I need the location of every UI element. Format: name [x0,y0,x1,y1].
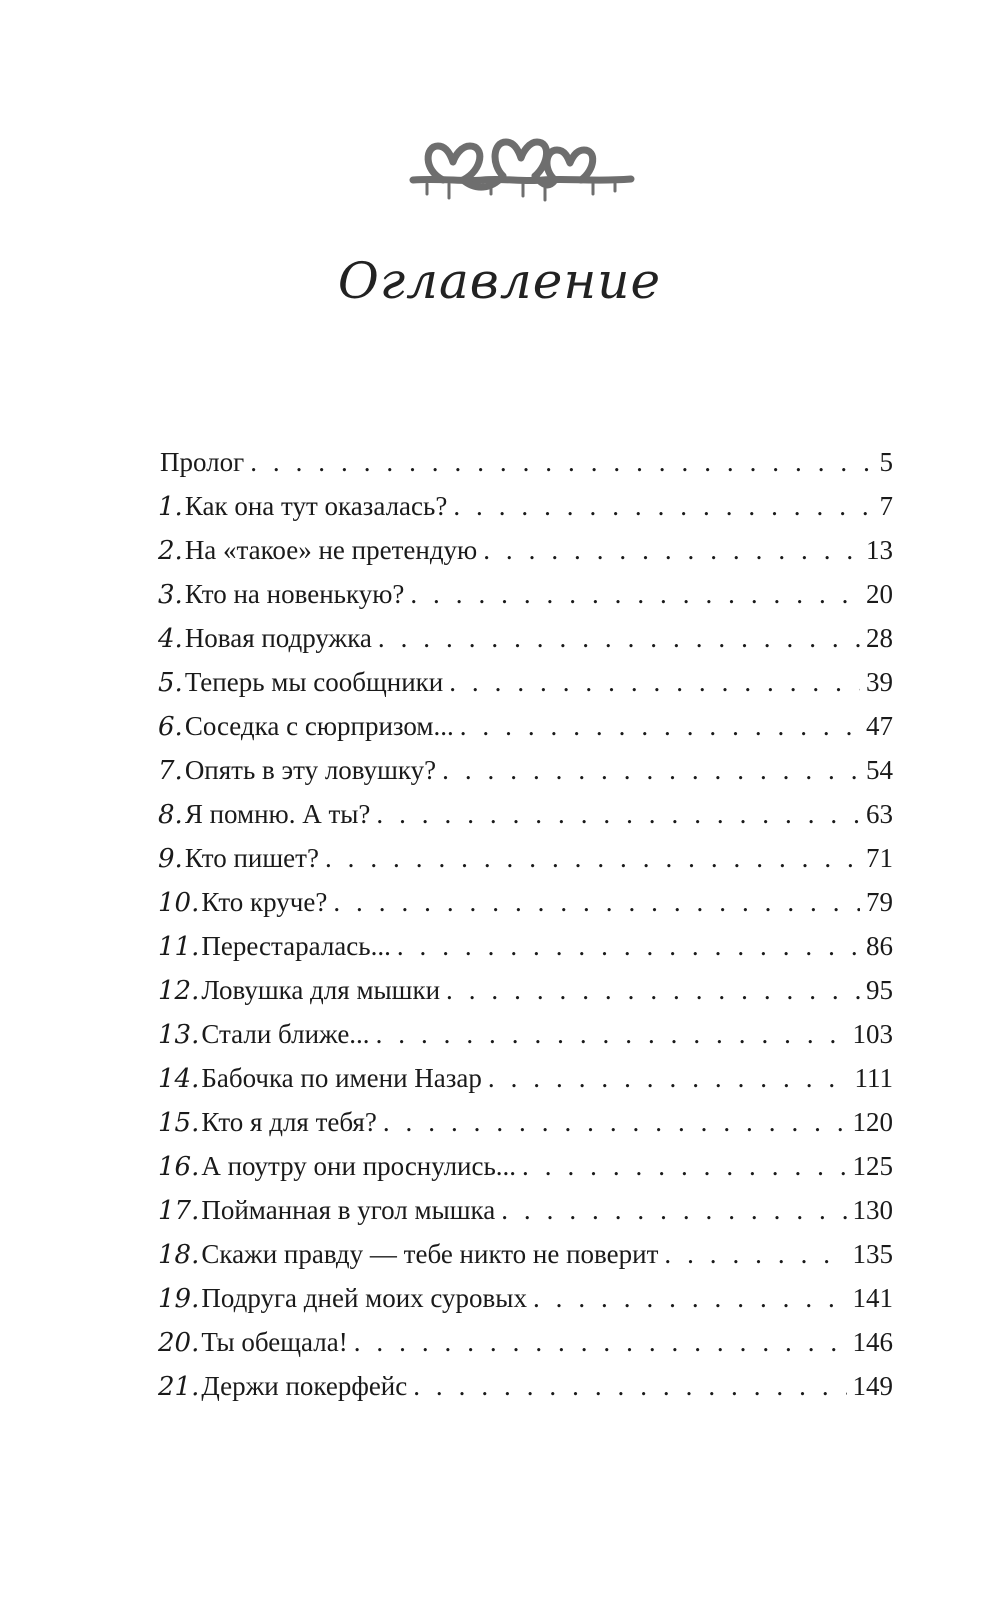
chapter-title: Кто круче? [201,887,328,917]
chapter-number: 20. [158,1328,200,1358]
page-number: 141 [852,1283,893,1313]
chapter-number: 14. [158,1064,200,1094]
chapter-title: Кто я для тебя? [201,1107,377,1137]
chapter-number: 18. [158,1240,200,1270]
dot-leader [446,975,860,1006]
page-number: 63 [866,799,893,829]
dot-leader [410,579,860,610]
dot-leader [449,667,860,698]
chapter-number: 12. [158,976,200,1006]
page-number: 146 [852,1327,893,1357]
chapter-title: Подруга дней моих суровых [201,1283,527,1313]
chapter-number: 10. [158,888,200,918]
page-number: 103 [852,1019,893,1049]
toc-entry[interactable] [158,623,893,667]
page-number: 130 [852,1195,893,1225]
page-number: 7 [879,491,893,521]
chapter-title: Как она тут оказалась? [184,491,448,521]
toc-entry[interactable] [158,887,893,931]
dot-leader [354,1327,847,1358]
chapter-number: 7. [158,756,183,786]
dot-leader [378,623,860,654]
dot-leader [460,711,860,742]
page-number: 20 [866,579,893,609]
chapter-number: 8. [158,800,183,830]
chapter-title: Пойманная в угол мышка [201,1195,496,1225]
chapter-title: Кто на новенькую? [184,579,405,609]
dot-leader [533,1283,847,1314]
toc-entry[interactable] [158,711,893,755]
page-title: Оглавление [337,252,662,310]
toc-entry[interactable] [158,447,893,491]
chapter-number: 5. [158,668,183,698]
chapter-number: 9. [158,844,183,874]
toc-entry[interactable] [158,931,893,975]
dot-leader [501,1195,846,1226]
page-number: 149 [852,1371,893,1401]
dot-leader [453,491,873,522]
chapter-number: 16. [158,1152,200,1182]
toc-entry[interactable] [158,1063,893,1107]
toc-entry[interactable] [158,1195,893,1239]
chapter-title: Держи покерфейс [201,1371,408,1401]
chapter-number: 1. [158,492,183,522]
chapter-title: Скажи правду — тебе никто не поверит [201,1239,659,1269]
toc-entry[interactable] [158,579,893,623]
chapter-title: Бабочка по имени Назар [201,1063,482,1093]
toc-entry[interactable] [158,1151,893,1195]
page-number: 39 [866,667,893,697]
toc-entry[interactable] [158,975,893,1019]
chapter-number: 21. [158,1372,200,1402]
page-number: 86 [866,931,893,961]
chapter-number: 4. [158,624,183,654]
chapter-title: Ты обещала! [201,1327,348,1357]
dot-leader [442,755,860,786]
dot-leader [383,1107,847,1138]
chapter-number: 6. [158,712,183,742]
page-number: 135 [852,1239,893,1269]
chapter-number: 11. [158,932,200,962]
chapter-title: Соседка с сюрпризом... [184,711,454,741]
chapter-title: Пролог [160,447,245,477]
page-number: 71 [866,843,893,873]
chapter-number: 17. [158,1196,200,1226]
chapter-title: Кто пишет? [184,843,319,873]
dot-leader [376,1019,847,1050]
chapter-title: А поутру они проснулись... [201,1151,517,1181]
page-number: 13 [866,535,893,565]
dot-leader [376,799,860,830]
page-number: 79 [866,887,893,917]
hearts-swirl-ornament-icon [403,128,639,208]
toc-entry[interactable] [158,799,893,843]
chapter-title: Стали ближе... [201,1019,370,1049]
toc-entry[interactable] [158,1371,893,1415]
dot-leader [413,1371,846,1402]
chapter-title: Ловушка для мышки [201,975,441,1005]
toc-entry[interactable] [158,843,893,887]
chapter-number: 15. [158,1108,200,1138]
toc-entry[interactable] [158,667,893,711]
chapter-title: Теперь мы сообщники [184,667,444,697]
dot-leader [325,843,860,874]
toc-entry[interactable] [158,755,893,799]
page-number: 111 [854,1063,893,1093]
page-number: 54 [866,755,893,785]
page-number: 95 [866,975,893,1005]
chapter-title: Перестаралась... [201,931,391,961]
page-number: 47 [866,711,893,741]
dot-leader [397,931,860,962]
dot-leader [483,535,860,566]
chapter-number: 3. [158,580,183,610]
chapter-title: Опять в эту ловушку? [184,755,437,785]
chapter-title: На «такое» не претендую [184,535,478,565]
toc-entry[interactable] [158,1283,893,1327]
chapter-number: 13. [158,1020,200,1050]
chapter-title: Новая подружка [184,623,372,653]
toc-entry[interactable] [158,1327,893,1371]
page-number: 5 [879,447,893,477]
page-number: 125 [852,1151,893,1181]
toc-entry[interactable] [158,1107,893,1151]
dot-leader [522,1151,846,1182]
page-number: 28 [866,623,893,653]
toc-entry[interactable] [158,491,893,535]
chapter-title: Я помню. А ты? [184,799,371,829]
dot-leader [333,887,860,918]
toc-entry[interactable] [158,1239,893,1283]
chapter-number: 19. [158,1284,200,1314]
toc-entry[interactable] [158,535,893,579]
dot-leader [664,1239,846,1270]
chapter-number: 2. [158,536,183,566]
table-of-contents [158,447,893,1415]
toc-entry[interactable] [158,1019,893,1063]
page-number: 120 [852,1107,893,1137]
dot-leader [488,1063,849,1094]
dot-leader [250,447,873,478]
